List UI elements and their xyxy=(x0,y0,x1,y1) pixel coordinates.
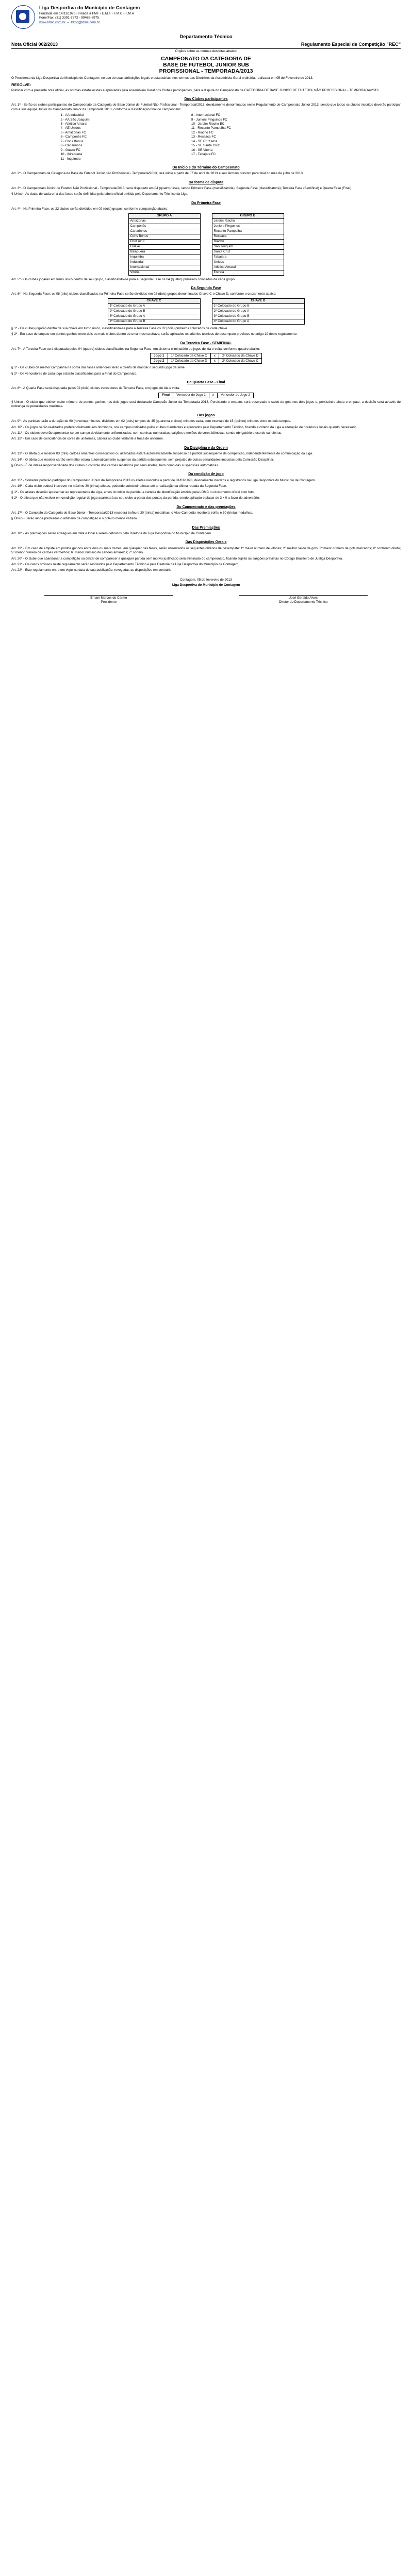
club-cell: 11 - Inquimba xyxy=(60,157,81,161)
table-row xyxy=(57,118,356,122)
article-paragraph: § Único - É de inteira responsabilidade dos clubes o controle dos cartões recebidos por seus atletas, bem como das suspensões automáticas. xyxy=(11,464,219,468)
article-paragraph: § Único - O clube que obtiver maior número de pontos ganhos nos dois jogos será declarado Campeão Júnior da Temporada 2013. Persistindo o empate, será observado o saldo de gols nos dois jogos e, persistindo ainda o empate, a decisão será através de cobrança de penalidades máximas. xyxy=(11,400,401,409)
table-row xyxy=(57,152,356,157)
article-paragraph: Art. 5º - Os clubes jogarão em turno único dentro de seu grupo, classificando-se para a Segunda Fase os 04 (quatro) primeiros colocados de cada grupo. xyxy=(11,277,236,281)
club-cell: 3 - Atlético Amaral xyxy=(60,122,88,126)
signature-director xyxy=(239,595,368,605)
table-row xyxy=(128,270,200,275)
table-row xyxy=(128,224,200,229)
section-title: Da forma de disputa xyxy=(188,180,224,184)
club-cell: 11 - Recanto Pampulha FC xyxy=(191,126,231,130)
table-row xyxy=(128,239,200,244)
table-row xyxy=(159,393,254,398)
article-paragraph: § Único - Serão ainda premiados o artilheiro da competição e o goleiro menos vazado. xyxy=(11,517,138,521)
club-cell: 10 - Ibirapuera xyxy=(60,152,83,157)
title-line-1: CAMPEONATO DA CATEGORIA DE xyxy=(161,55,251,62)
table-row xyxy=(212,249,284,255)
list-cell: Amazonas xyxy=(128,218,200,224)
article-paragraph: Art. 13º - O atleta que receber 03 (três) cartões amarelos consecutivos ou alternados estará automaticamente suspenso da partida subsequente da competição, independentemente de comunicação da Liga. xyxy=(11,452,313,456)
game-cell: 2º Colocado da Chave D xyxy=(219,353,261,359)
table-row xyxy=(57,131,356,135)
competition-title xyxy=(11,56,401,74)
signature-role: Presidente xyxy=(101,600,117,604)
section-title: Da Primeira Fase xyxy=(191,201,221,205)
table-row xyxy=(212,218,284,224)
article-paragraph: Art. 2º - O Campeonato da Categoria de Base de Futebol Júnior não Profissional - Temporada/2013, terá início a partir de 07 de abril de 2013 e seu término previsto para final do mês de julho de 2013. xyxy=(11,172,304,176)
club-cell: 10 - Jardim Riacho EC xyxy=(191,122,225,126)
list-cell: Industrial xyxy=(128,260,200,265)
title-line-2: BASE DE FUTEBOL JUNIOR SUB xyxy=(163,61,249,68)
table-row xyxy=(57,122,356,126)
signature-name: Ernani Marcos do Carmo xyxy=(90,596,127,600)
table-row xyxy=(128,249,200,255)
list-cell: Guaxe xyxy=(128,244,200,249)
article-paragraph: Art. 1º - Serão os clubes participantes do Campeonato da Categoria de Base Júnior de Futebol Não Profissional - Temporada/2013, devidamente denominados neste Regulamento de Campeonato Júnior 2013, sendo que todos os clubes inscritos deverão participar com a sua equipe Júnior do Campeonato Júnior da Temporada 2013, conforme a classificação final do campeonato: xyxy=(11,103,401,111)
table-row xyxy=(212,234,284,239)
document-page xyxy=(0,0,412,605)
game-cell: x xyxy=(210,353,219,359)
club-cell: 8 - Internacional FC xyxy=(191,113,221,117)
club-cell: 13 - Ressaca FC xyxy=(191,135,216,139)
list-cell: São Joaquim xyxy=(212,244,284,249)
section-title: Das Disposições Gerais xyxy=(185,540,227,545)
list-cell: Riacho xyxy=(212,239,284,244)
article-paragraph: Art. 12º - Em caso de coincidência de cores de uniformes, caberá ao clube visitante a troca de uniforme. xyxy=(11,437,164,441)
section-title: Das Premiações xyxy=(192,526,220,530)
chave-d-header: CHAVE D xyxy=(212,298,304,303)
table-row xyxy=(57,135,356,139)
club-cell: 1 - AA Industrial xyxy=(60,113,84,117)
section-title: Da Segunda Fase xyxy=(191,286,221,291)
table-row xyxy=(150,359,261,364)
list-cell: Tabajara xyxy=(212,255,284,260)
table-row xyxy=(57,140,356,144)
article-paragraph: Art. 18º - As premiações serão entregues em data e local a serem definidos pela Diretoria da Liga Desportiva do Município de Contagem. xyxy=(11,531,212,535)
game-cell: Vencedor do Jogo 1 xyxy=(173,393,209,398)
table-row xyxy=(212,244,284,249)
list-cell: Recanto Pampulha xyxy=(212,229,284,234)
table-row xyxy=(57,113,356,117)
list-cell: Canarinhos xyxy=(128,229,200,234)
article-paragraph: § 1º - Os clubes jogarão dentro de sua chave em turno único, classificando-se para a Terceira Fase os 02 (dois) primeiros colocados de cada chave. xyxy=(11,326,228,330)
groups-pair xyxy=(11,213,401,276)
table-row xyxy=(212,260,284,265)
article-paragraph: § 2º - O atleta que não estiver em condição regular de jogo acarretará ao seu clube a perda dos pontos da partida, sendo aplicado o placar de 3 x 0 a favor do adversário. xyxy=(11,496,260,500)
table-row xyxy=(108,314,200,319)
table-row xyxy=(212,319,304,324)
article-paragraph: Art. 4º - Na Primeira Fase, os 22 clubes serão divididos em 02 (dois) grupos, conforme composição abaixo: xyxy=(11,207,168,211)
table-row xyxy=(108,309,200,314)
club-cell: 9 - Juniors Pinguinos FC xyxy=(191,117,227,122)
table-row xyxy=(212,309,304,314)
table-row xyxy=(212,224,284,229)
section-title: Da Quarta Fase - Final xyxy=(187,381,225,385)
table-row xyxy=(128,260,200,265)
club-cell: 5 - Amazonas FC xyxy=(60,130,86,134)
club-cell: 16 - SE Vitória xyxy=(191,148,212,152)
list-cell: Ressaca xyxy=(212,234,284,239)
list-cell: Internacional xyxy=(128,265,200,270)
section-title: Dos Clubes participantes xyxy=(184,97,228,101)
list-cell: 2º Colocado do Grupo B xyxy=(108,309,200,314)
table-row xyxy=(128,234,200,239)
table-row xyxy=(57,126,356,130)
table-row xyxy=(212,270,284,275)
club-cell: 7 - Coris Bonus xyxy=(60,139,84,143)
article-paragraph: Art. 8º - A Quarta Fase será disputada pelos 02 (dois) clubes vencedores da Terceira Fase, em jogos de ida e volta. xyxy=(11,386,180,391)
final-games-table xyxy=(158,393,254,398)
table-row xyxy=(212,314,304,319)
list-cell: Santa Cruz xyxy=(212,249,284,255)
club-cell: 14 - SE Cruz Azul xyxy=(191,139,218,143)
signature-row xyxy=(11,595,401,605)
article-paragraph: Art. 10º - Os jogos serão realizados preferencialmente aos domingos, nos campos indicados pelos clubes mandantes e aprovados pelo Departamento Técnico, ficando a critério da Liga a alteração de horários e locais quando necessário. xyxy=(11,425,358,429)
chave-d-table xyxy=(212,298,305,325)
list-cell: Unidos xyxy=(212,260,284,265)
article-paragraph: Art. 20º - O clube que abandonar a competição ou deixar de comparecer a qualquer partida sem motivo justificado será eliminado do campeonato, ficando sujeito às sanções previstas no Código Brasileiro de Justiça Desportiva. xyxy=(11,556,343,561)
article-paragraph: Art. 7º - A Terceira Fase será disputada pelos 04 (quatro) clubes classificados na Segunda Fase, em sistema eliminatório de jogos de ida e volta, conforme quadro abaixo: xyxy=(11,347,260,351)
org-email-link[interactable]: www.ldmc.com.br xyxy=(39,20,65,24)
list-cell: Ibirapuera xyxy=(128,249,200,255)
intro-paragraph: O Presidente da Liga Desportiva do Município de Contagem, no uso de suas atribuições legais e estatutárias, nos termos das Diretrizes da Assembleia Geral ordinária, realizada em 05 de Fevereiro de 2013. xyxy=(11,76,314,80)
list-cell: Juniors Pinguinos xyxy=(212,224,284,229)
section-title: Da condição de jogo xyxy=(188,472,224,477)
list-cell: 1º Colocado do Grupo A xyxy=(108,303,200,309)
game-cell: Jogo 2 xyxy=(150,359,168,364)
signature-president xyxy=(44,595,173,605)
table-row xyxy=(128,229,200,234)
list-cell: Vitória xyxy=(128,270,200,275)
list-cell: Estrela xyxy=(212,270,284,275)
org-phone: Fone/Fax: (31) 3391-7272 - 99488-8975 xyxy=(39,16,99,20)
table-row xyxy=(128,218,200,224)
list-cell: Cruz Azul xyxy=(128,239,200,244)
table-row xyxy=(128,255,200,260)
club-cell: 9 - Guaxe FC xyxy=(60,148,80,152)
article-paragraph: § 1º - Os clubes de melhor campanha na soma das fases anteriores terão o direito de mandar o segundo jogo da série. xyxy=(11,366,186,370)
club-cell: 8 - Canarinhos xyxy=(60,144,83,148)
chave-c-header: CHAVE C xyxy=(108,298,200,303)
group-a-table xyxy=(128,213,201,276)
game-cell: x xyxy=(210,359,219,364)
nota-oficial-label: Nota Oficial 002/2013 xyxy=(11,41,58,47)
table-row xyxy=(212,303,304,309)
article-paragraph: Art. 22º - Este regulamento entra em vigor na data de sua publicação, revogadas as disposições em contrário. xyxy=(11,568,173,572)
list-cell: Atlético Amaral xyxy=(212,265,284,270)
list-cell: 3º Colocado do Grupo B xyxy=(212,314,304,319)
org-name: Liga Desportiva do Município de Contagem xyxy=(39,5,140,11)
section-title: Dos jogos xyxy=(197,413,215,417)
closing-org: Liga Desportiva do Município de Contagem xyxy=(172,583,240,587)
table-row xyxy=(212,255,284,260)
doc-header-row xyxy=(11,42,401,49)
list-cell: 3º Colocado do Grupo A xyxy=(108,314,200,319)
table-row xyxy=(150,353,261,359)
org-site-link[interactable]: ldmc@ldmc.com.br xyxy=(71,20,100,24)
section-title: Da Disciplina e da Ordem xyxy=(184,446,228,450)
title-line-3: PROFISSIONAL - TEMPORADA/2013 xyxy=(159,67,253,74)
regulamento-label: Regulamento Especial de Competição xyxy=(301,41,385,47)
club-cell: 6 - Camponês FC xyxy=(60,135,87,139)
letterhead xyxy=(11,5,401,33)
department-title: Departamento Técnico xyxy=(179,34,233,40)
game-cell: Final xyxy=(159,393,173,398)
chaves-pair xyxy=(11,298,401,325)
list-cell: Inquimba xyxy=(128,255,200,260)
section-title: Da Terceira Fase - SEMIFINAL xyxy=(180,341,232,345)
table-row xyxy=(212,265,284,270)
org-address: Fundada em 14/11/1976 - Filiada à FMF - E.M.T - F.M.C - F.M.A xyxy=(39,11,134,15)
article-paragraph: Art. 16º - Cada clube poderá inscrever no máximo 30 (trinta) atletas, podendo substituir atletas até a realização da última rodada da Segunda Fase. xyxy=(11,484,227,488)
game-cell: 2º Colocado da Chave C xyxy=(219,359,261,364)
intro-line: Órgãos sobre as normas descritas abaixo: xyxy=(175,49,237,54)
regulamento-code: "REC" xyxy=(386,41,401,47)
article-paragraph: Art. 19º - Em caso de empate em pontos ganhos entre dois ou mais clubes, em qualquer das fases, serão observados os seguintes critérios de desempate: 1º maior número de vitórias; 2º melhor saldo de gols; 3º maior número de gols marcados; 4º confronto direto; 5º menor número de cartões vermelhos; 6º menor número de cartões amarelos; 7º sorteio. xyxy=(11,546,401,555)
article-paragraph: Art. 15º - Somente poderão participar do Campeonato Júnior da Temporada 2013 os atletas nascidos a partir de 01/01/1993, devidamente inscritos e registrados na Liga Desportiva do Município de Contagem. xyxy=(11,478,316,482)
table-row xyxy=(212,239,284,244)
article-paragraph: § 2º - Em caso de empate em pontos ganhos entre dois ou mais clubes dentro de uma mesma chave, serão aplicados os critérios técnicos de desempate previstos no artigo 19 deste regulamento. xyxy=(11,332,298,336)
list-cell: 4º Colocado do Grupo B xyxy=(108,319,200,324)
signature-name: José Geraldo Alves xyxy=(289,596,318,600)
list-cell: Camponês xyxy=(128,224,200,229)
list-cell: Jardim Riacho xyxy=(212,218,284,224)
article-paragraph: Art. 9º - As partidas terão a duração de 90 (noventa) minutos, divididos em 02 (dois) tempos de 45 (quarenta e cinco) minutos cada, com intervalo de 15 (quinze) minutos entre os dois tempos. xyxy=(11,419,291,423)
table-row xyxy=(128,244,200,249)
table-row xyxy=(57,148,356,152)
table-row xyxy=(57,157,356,161)
article-paragraph: Art. 3º - O Campeonato Júnior de Futebol Não Profissional - Temporada/2013, será disputado em 04 (quatro) fases, sendo Primeira Fase (classificatória); Segunda Fase (classificatória); Terceira Fase (Semifinal) e Quarta Fase (Final). xyxy=(11,187,352,191)
article-paragraph: Art. 11º - Os clubes deverão apresentar-se em campo devidamente uniformizados, com camisas numeradas, calções e meiões de cores idênticas, sendo obrigatório o uso de caneleiras. xyxy=(11,431,283,435)
table-row xyxy=(57,144,356,148)
group-a-header: GRUPO A xyxy=(128,213,200,218)
club-cell: 2 - AA São Joaquim xyxy=(60,117,90,122)
resolve-paragraph: Publicar com a presente nota oficial, as normas estabelecidas e aprovadas pela Assembleia Geral dos Clubes participantes, para a disputa do Campeonato da CATEGORIA DE BASE JUNIOR DE FUTEBOL NÃO PROFISSIONAL - TEMPORADA/2013. xyxy=(11,88,380,92)
article-paragraph: Art. 14º - O atleta que receber cartão vermelho estará automaticamente suspenso da partida subsequente, sem prejuízo de outras penalidades impostas pela Comissão Disciplinar. xyxy=(11,457,274,462)
table-row xyxy=(212,229,284,234)
article-paragraph: Art. 17º - O Campeão da Categoria de Base Júnior - Temporada/2013 receberá troféu e 30 (trinta) medalhas; o Vice-Campeão receberá troféu e 30 (trinta) medalhas. xyxy=(11,511,253,515)
club-cell xyxy=(187,157,356,161)
table-row xyxy=(108,303,200,309)
article-paragraph: § 2º - Os vencedores de cada jogo estarão classificados para a Final do Campeonato. xyxy=(11,371,137,376)
article-paragraph: § 1º - Os atletas deverão apresentar ao representante da Liga, antes do início da partida, a carteira de identificação emitida pela LDMC ou documento oficial com foto. xyxy=(11,490,255,494)
section-title: Do Início e do Término do Campeonato xyxy=(172,166,240,170)
section-title: Do Campeonato e das premiações xyxy=(176,505,236,509)
club-cell: 17 - Tabajara FC xyxy=(191,152,216,157)
article-paragraph: § Único - As datas de cada uma das fases serão definidas pela tabela oficial emitida pelo Departamento Técnico da Liga. xyxy=(11,192,189,196)
group-b-table xyxy=(212,213,284,276)
club-cell: 4 - AE Unidos xyxy=(60,126,81,130)
game-cell: Vencedor do Jogo 2 xyxy=(218,393,254,398)
table-row xyxy=(108,319,200,324)
club-cell: 15 - SE Santa Cruz xyxy=(191,144,220,148)
resolve-label: RESOLVE: xyxy=(11,82,31,87)
game-cell: 1º Colocado da Chave D xyxy=(168,359,210,364)
game-cell: 1º Colocado da Chave C xyxy=(168,353,210,359)
clubs-table xyxy=(57,113,356,161)
letterhead-text: Liga Desportiva do Município de Contagem Fundada em 14/11/1976 - Filiada à FMF - E.M.T - F.M.C - F.M.A Fone/Fax: (31) 3391-7272 - 99488-8975 www.ldmc.com.br – ldmc@ldmc.com.br xyxy=(39,5,401,25)
chave-c-table xyxy=(108,298,201,325)
table-row xyxy=(128,265,200,270)
group-b-header: GRUPO B xyxy=(212,213,284,218)
game-cell: Jogo 1 xyxy=(150,353,168,359)
list-cell: 1º Colocado do Grupo B xyxy=(212,303,304,309)
semifinal-games-table xyxy=(150,353,262,364)
article-paragraph: Art. 21º - Os casos omissos neste regulamento serão resolvidos pelo Departamento Técnico e pela Diretoria da Liga Desportiva do Município de Contagem. xyxy=(11,562,239,566)
list-cell: 4º Colocado do Grupo A xyxy=(212,319,304,324)
signature-role: Diretor do Departamento Técnico xyxy=(279,600,328,604)
article-paragraph: Art. 6º - Na Segunda Fase, os 08 (oito) clubes classificados na Primeira Fase serão divididos em 02 (dois) grupos denominados Chave C e Chave D, conforme o cruzamento abaixo: xyxy=(11,292,276,296)
list-cell: Coris Bonus xyxy=(128,234,200,239)
closing-date: Contagem, 05 de fevereiro de 2013 xyxy=(180,578,232,582)
club-cell: 12 - Riacho FC xyxy=(191,130,213,134)
league-logo xyxy=(11,5,35,29)
list-cell: 2º Colocado do Grupo A xyxy=(212,309,304,314)
game-cell: x xyxy=(209,393,217,398)
